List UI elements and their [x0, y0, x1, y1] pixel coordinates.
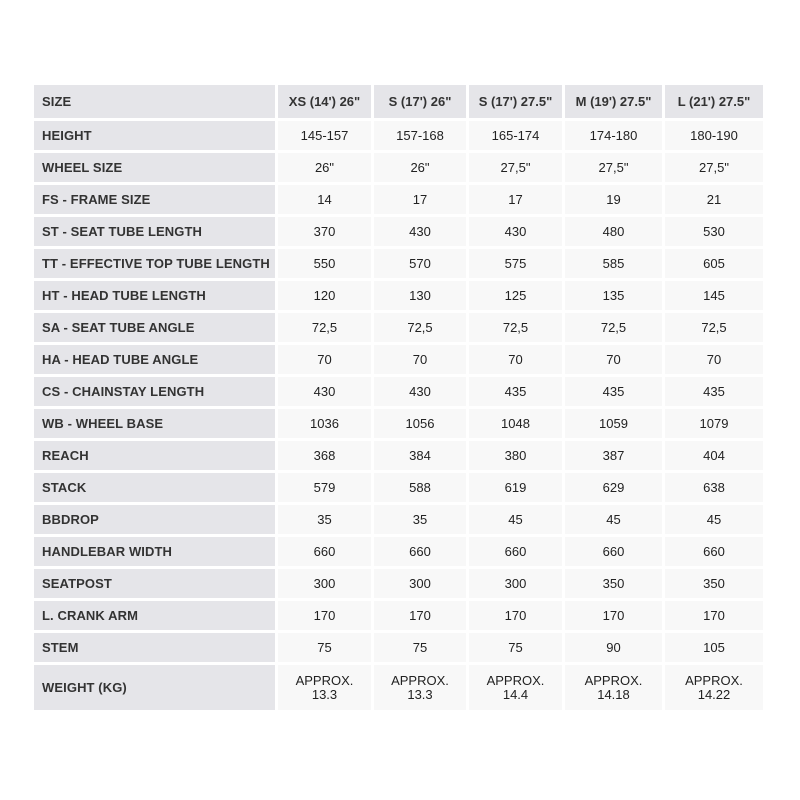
table-row	[34, 441, 763, 470]
header-size: L (21') 27.5"	[665, 85, 763, 118]
table-cell: 90	[565, 633, 662, 662]
table-row	[34, 505, 763, 534]
header-size: S (17') 27.5"	[469, 85, 562, 118]
weight-prefix: APPROX.	[486, 672, 545, 688]
table-header-row	[34, 85, 763, 118]
table-cell: 350	[565, 569, 662, 598]
row-label: L. CRANK ARM	[34, 601, 275, 630]
weight-value: 14.4	[502, 686, 529, 702]
table-cell: 384	[374, 441, 466, 470]
table-cell: 70	[278, 345, 371, 374]
row-label: WHEEL SIZE	[34, 153, 275, 182]
table-cell: 27,5"	[469, 153, 562, 182]
table-cell: 125	[469, 281, 562, 310]
table-cell: 19	[565, 185, 662, 214]
table-cell: 435	[565, 377, 662, 406]
weight-cell	[565, 665, 662, 710]
table-row	[34, 537, 763, 566]
table-cell: 638	[665, 473, 763, 502]
table-cell: 72,5	[374, 313, 466, 342]
table-cell: 660	[665, 537, 763, 566]
weight-value: 13.3	[311, 686, 338, 702]
table-cell: 45	[565, 505, 662, 534]
table-cell: 70	[374, 345, 466, 374]
table-row	[34, 569, 763, 598]
table-cell: 145-157	[278, 121, 371, 150]
table-cell: 1036	[278, 409, 371, 438]
weight-value: 13.3	[407, 686, 433, 702]
table-row	[34, 185, 763, 214]
table-row	[34, 153, 763, 182]
header-label: SIZE	[34, 85, 275, 118]
table-cell: 21	[665, 185, 763, 214]
header-size: M (19') 27.5"	[565, 85, 662, 118]
weight-value: 14.22	[697, 686, 731, 702]
table-cell: 120	[278, 281, 371, 310]
row-label: WB - WHEEL BASE	[34, 409, 275, 438]
row-label: CS - CHAINSTAY LENGTH	[34, 377, 275, 406]
table-cell: 585	[565, 249, 662, 278]
table-cell: 14	[278, 185, 371, 214]
table-cell: 300	[469, 569, 562, 598]
table-cell: 660	[469, 537, 562, 566]
weight-prefix: APPROX.	[295, 672, 354, 688]
table-row	[34, 377, 763, 406]
table-cell: 130	[374, 281, 466, 310]
table-row	[34, 217, 763, 246]
table-cell: 26"	[374, 153, 466, 182]
table-cell: 35	[278, 505, 371, 534]
header-size: XS (14') 26"	[278, 85, 371, 118]
table-cell: 75	[278, 633, 371, 662]
row-label: SEATPOST	[34, 569, 275, 598]
table-cell: 1059	[565, 409, 662, 438]
row-label: HT - HEAD TUBE LENGTH	[34, 281, 275, 310]
header-size: S (17') 26"	[374, 85, 466, 118]
table-cell: 300	[278, 569, 371, 598]
table-cell: 75	[469, 633, 562, 662]
weight-cell	[665, 665, 763, 710]
table-cell: 435	[665, 377, 763, 406]
table-cell: 430	[278, 377, 371, 406]
table-row	[34, 601, 763, 630]
table-row	[34, 345, 763, 374]
table-cell: 170	[469, 601, 562, 630]
row-label: STACK	[34, 473, 275, 502]
table-cell: 430	[469, 217, 562, 246]
table-cell: 17	[374, 185, 466, 214]
table-cell: 588	[374, 473, 466, 502]
table-cell: 619	[469, 473, 562, 502]
geometry-table-body	[34, 85, 763, 710]
table-cell: 157-168	[374, 121, 466, 150]
row-label: HANDLEBAR WIDTH	[34, 537, 275, 566]
table-cell: 550	[278, 249, 371, 278]
table-cell: 72,5	[469, 313, 562, 342]
table-cell: 387	[565, 441, 662, 470]
row-label: HEIGHT	[34, 121, 275, 150]
table-cell: 380	[469, 441, 562, 470]
table-cell: 660	[374, 537, 466, 566]
table-cell: 45	[665, 505, 763, 534]
table-cell: 170	[665, 601, 763, 630]
weight-prefix: APPROX.	[391, 672, 449, 688]
row-label: FS - FRAME SIZE	[34, 185, 275, 214]
table-cell: 72,5	[565, 313, 662, 342]
table-cell: 135	[565, 281, 662, 310]
table-row	[34, 633, 763, 662]
table-cell: 575	[469, 249, 562, 278]
weight-value: 14.18	[597, 686, 630, 702]
table-cell: 170	[278, 601, 371, 630]
table-cell: 430	[374, 217, 466, 246]
weight-prefix: APPROX.	[685, 672, 743, 688]
table-cell: 1056	[374, 409, 466, 438]
table-cell: 605	[665, 249, 763, 278]
table-row	[34, 121, 763, 150]
table-cell: 26"	[278, 153, 371, 182]
table-cell: 430	[374, 377, 466, 406]
weight-cell	[469, 665, 562, 710]
table-cell: 72,5	[278, 313, 371, 342]
table-cell: 27,5"	[665, 153, 763, 182]
table-cell: 165-174	[469, 121, 562, 150]
table-row	[34, 281, 763, 310]
table-cell: 1048	[469, 409, 562, 438]
table-cell: 480	[565, 217, 662, 246]
table-cell: 300	[374, 569, 466, 598]
table-cell: 70	[565, 345, 662, 374]
table-cell: 180-190	[665, 121, 763, 150]
table-cell: 35	[374, 505, 466, 534]
weight-cell	[374, 665, 466, 710]
weight-row	[34, 665, 763, 710]
table-cell: 105	[665, 633, 763, 662]
table-row	[34, 473, 763, 502]
table-cell: 70	[469, 345, 562, 374]
table-cell: 435	[469, 377, 562, 406]
table-cell: 370	[278, 217, 371, 246]
table-cell: 1079	[665, 409, 763, 438]
table-row	[34, 313, 763, 342]
row-label: BBDROP	[34, 505, 275, 534]
table-cell: 404	[665, 441, 763, 470]
table-cell: 579	[278, 473, 371, 502]
table-cell: 570	[374, 249, 466, 278]
row-label: ST - SEAT TUBE LENGTH	[34, 217, 275, 246]
table-cell: 75	[374, 633, 466, 662]
table-cell: 17	[469, 185, 562, 214]
table-cell: 170	[565, 601, 662, 630]
table-cell: 72,5	[665, 313, 763, 342]
table-row	[34, 409, 763, 438]
table-cell: 145	[665, 281, 763, 310]
table-cell: 530	[665, 217, 763, 246]
table-cell: 174-180	[565, 121, 662, 150]
table-cell: 70	[665, 345, 763, 374]
row-label: SA - SEAT TUBE ANGLE	[34, 313, 275, 342]
table-cell: 368	[278, 441, 371, 470]
table-row	[34, 249, 763, 278]
row-label: STEM	[34, 633, 275, 662]
row-label: HA - HEAD TUBE ANGLE	[34, 345, 275, 374]
table-cell: 170	[374, 601, 466, 630]
table-cell: 660	[278, 537, 371, 566]
weight-prefix: APPROX.	[584, 672, 643, 688]
table-cell: 350	[665, 569, 763, 598]
row-label: REACH	[34, 441, 275, 470]
geometry-table	[31, 82, 766, 713]
table-cell: 629	[565, 473, 662, 502]
row-label: WEIGHT (KG)	[34, 665, 275, 710]
row-label: TT - EFFECTIVE TOP TUBE LENGTH	[34, 249, 275, 278]
table-cell: 27,5"	[565, 153, 662, 182]
table-cell: 45	[469, 505, 562, 534]
table-cell: 660	[565, 537, 662, 566]
weight-cell	[278, 665, 371, 710]
